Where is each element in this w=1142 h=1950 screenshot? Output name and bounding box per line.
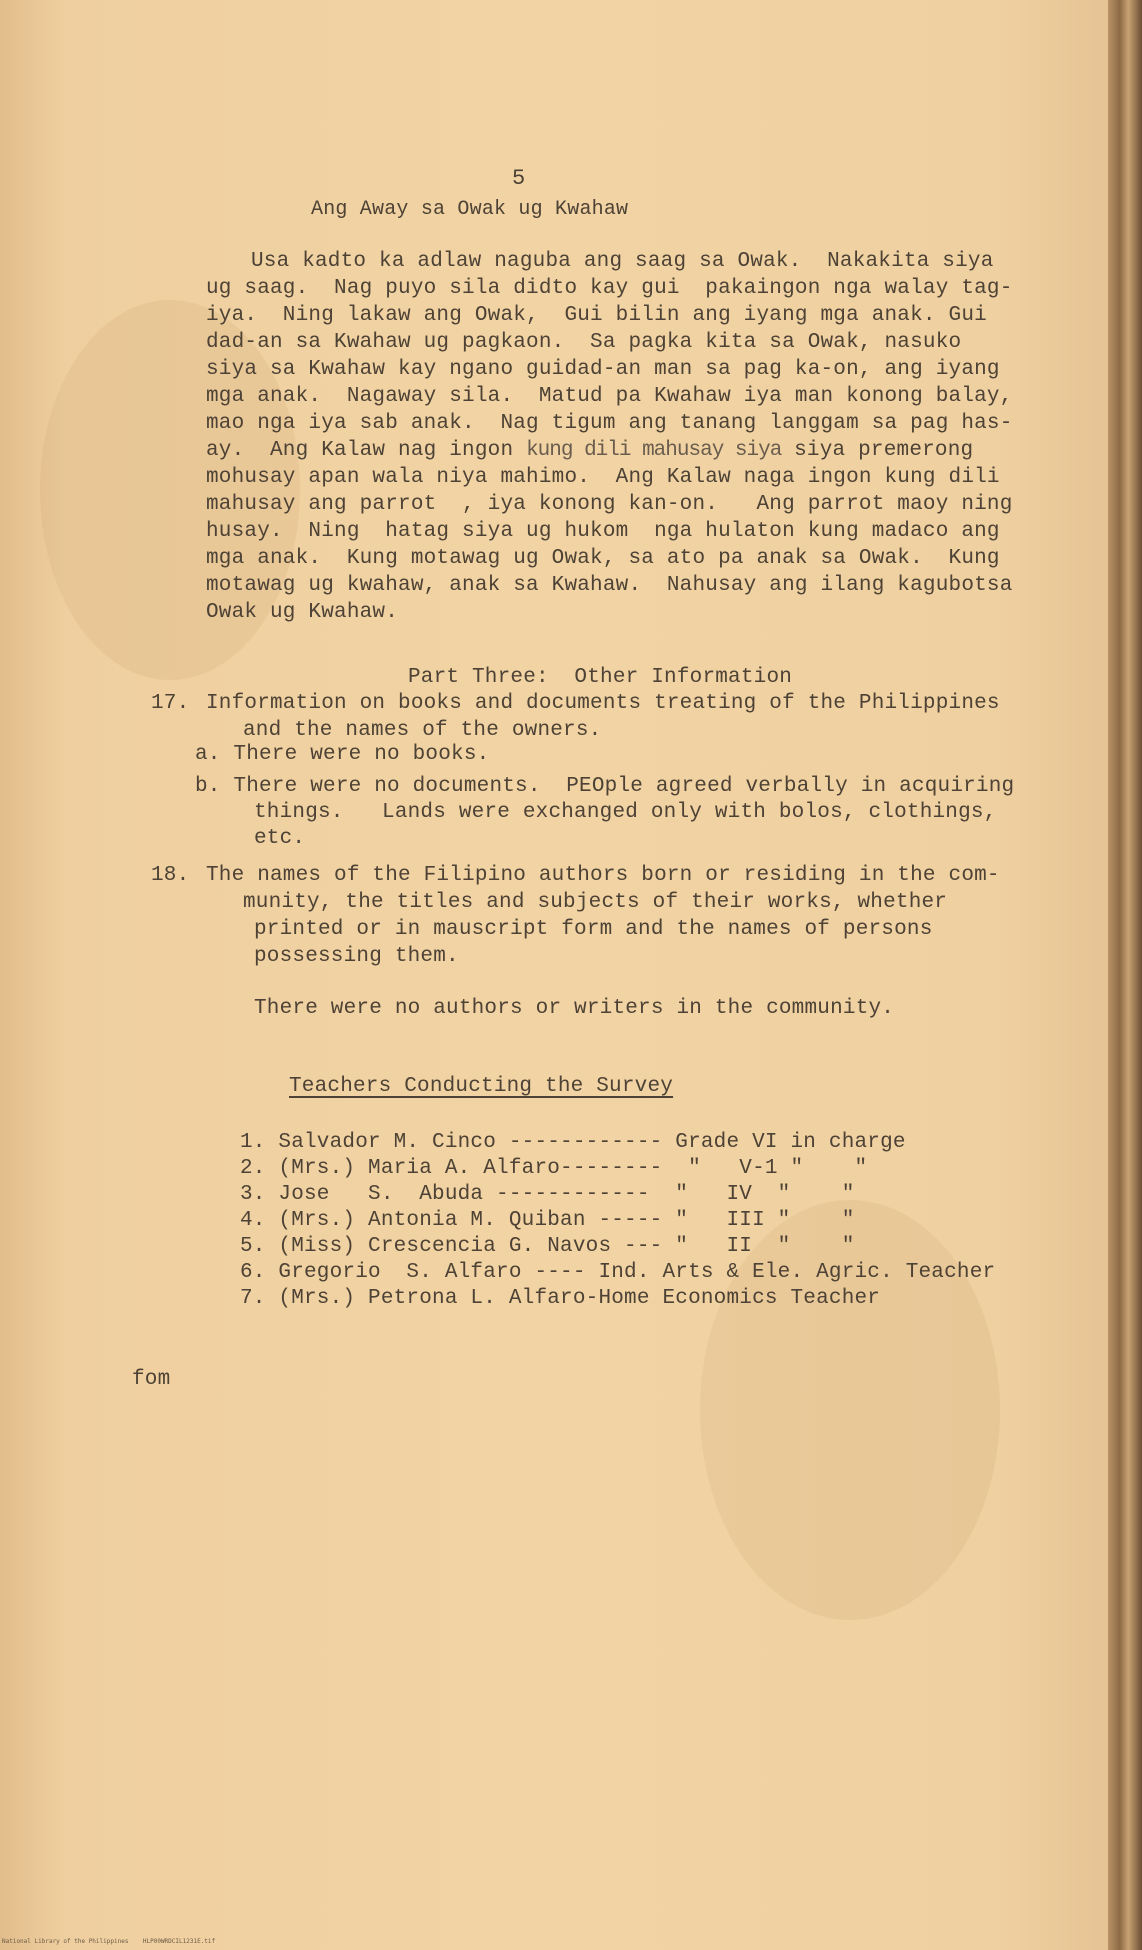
item-number: 17. [151,692,190,715]
teachers-heading: Teachers Conducting the Survey [289,1075,674,1098]
teacher-entry: 4. (Mrs.) Antonia M. Quiban ----- " III " " [240,1209,855,1232]
sub-item: a. There were no books. [195,743,490,766]
item-text: and the names of the owners. [243,719,602,742]
sub-item: etc. [254,827,306,850]
item-answer: There were no authors or writers in the community. [254,997,895,1020]
teacher-entry: 7. (Mrs.) Petrona L. Alfaro-Home Economics Teacher [240,1287,881,1310]
page-number: 5 [512,166,526,191]
item-text: Information on books and documents treating of the Philippines [206,692,1000,715]
section-heading: Part Three: Other Information [408,666,793,689]
story-line-start: ay. Ang Kalaw nag ingon [206,439,527,462]
story-line: mga anak. Kung motawag ug Owak, sa ato pa anak sa Owak. Kung [206,547,1000,570]
story-line: Owak ug Kwahaw. [206,601,399,624]
story-line: mao nga iya sab anak. Nag tigum ang tanang langgam sa pag has- [206,412,1013,435]
sub-item: things. Lands were exchanged only with bolos, clothings, [254,801,997,824]
teacher-entry: 6. Gregorio S. Alfaro ---- Ind. Arts & Ele. Agric. Teacher [240,1261,996,1284]
story-line: mahusay ang parrot , iya konong kan-on. Ang parrot maoy ning [206,493,1013,516]
teacher-entry: 3. Jose S. Abuda ------------ " IV " " [240,1183,855,1206]
book-binding-edge [1108,0,1142,1950]
story-line: mga anak. Nagaway sila. Matud pa Kwahaw iya man konong balay, [206,385,1013,408]
story-line: ug saag. Nag puyo sila didto kay gui pakaingon nga walay tag- [206,277,1013,300]
story-line: Usa kadto ka adlaw naguba ang saag sa Owak. Nakakita siya [251,250,994,273]
item-text: possessing them. [254,945,459,968]
story-line: siya sa Kwahaw kay ngano guidad-an man sa pag ka-on, ang iyang [206,358,1000,381]
story-line: husay. Ning hatag siya ug hukom nga hulaton kung madaco ang [206,520,1000,543]
crossed-out-text: kung dili mahusay siya [526,439,782,462]
story-line-end: siya premerong [781,439,974,462]
item-text: printed or in mauscript form and the names of persons [254,918,933,941]
story-line-with-strikeout [206,439,973,462]
item-text: munity, the titles and subjects of their works, whether [243,891,948,914]
typist-initials: fom [132,1368,171,1391]
story-title: Ang Away sa Owak ug Kwahaw [311,198,629,221]
story-line: motawag ug kwahaw, anak sa Kwahaw. Nahusay ang ilang kagubotsa [206,574,1013,597]
story-line: mohusay apan wala niya mahimo. Ang Kalaw naga ingon kung dili [206,466,1000,489]
sub-item: b. There were no documents. PEOple agreed verbally in acquiring [195,775,1015,798]
item-text: The names of the Filipino authors born or residing in the com- [206,864,1000,887]
story-line: iya. Ning lakaw ang Owak, Gui bilin ang iyang mga anak. Gui [206,304,987,327]
teacher-entry: 5. (Miss) Crescencia G. Navos --- " II " " [240,1235,855,1258]
scan-footer: National Library of the Philippines HLP00WRDCIL1231E.tif [2,1938,216,1945]
item-number: 18. [151,864,190,887]
story-line: dad-an sa Kwahaw ug pagkaon. Sa pagka kita sa Owak, nasuko [206,331,962,354]
teacher-entry: 1. Salvador M. Cinco ------------ Grade VI in charge [240,1131,906,1154]
teacher-entry: 2. (Mrs.) Maria A. Alfaro-------- " V-1 " " [240,1157,868,1180]
